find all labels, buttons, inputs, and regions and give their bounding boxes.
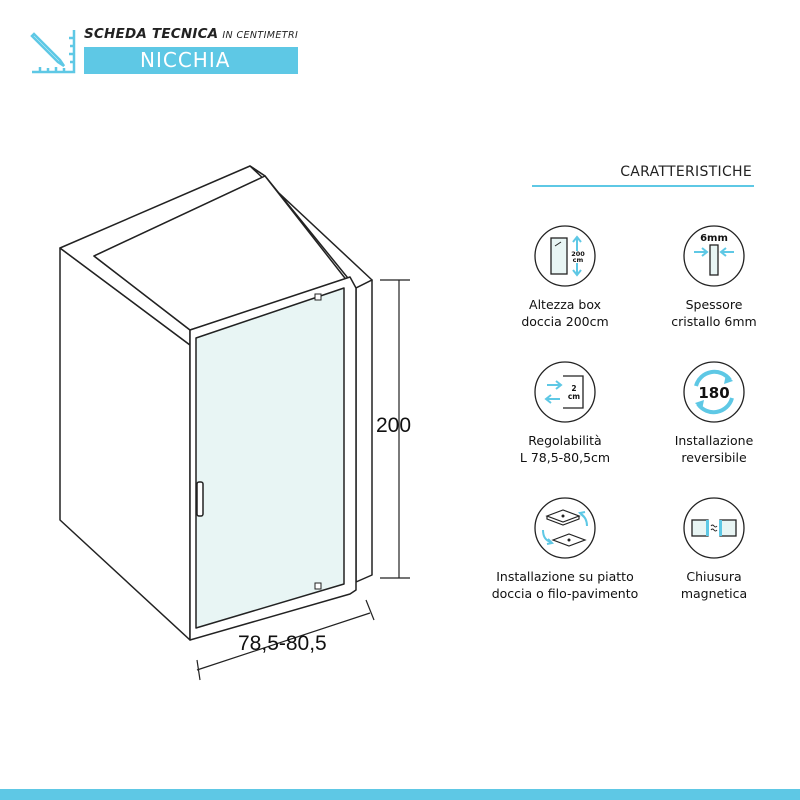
header-band-label: NICCHIA [84,47,298,74]
svg-text:180: 180 [698,384,730,402]
top-hinge [315,294,321,300]
magnetic-closure-icon [682,496,746,560]
svg-text:2: 2 [571,384,577,393]
feature-thickness [629,224,799,330]
tray-or-floor-install-icon [533,496,597,560]
height-dimension-label: 200 [376,414,412,437]
glass-door-panel [196,288,344,628]
feature-thickness-label: Spessore cristallo 6mm [671,297,757,329]
feature-installation-type-label: Installazione su piatto doccia o filo-pavimento [491,569,639,601]
svg-text:cm: cm [567,392,581,401]
bottom-accent-band [0,789,800,800]
feature-adjustability-label: Regolabilità L 78,5-80,5cm [519,433,611,465]
header-subtitle: IN CENTIMETRI [222,30,299,41]
feature-magnetic-closure-label: Chiusura magnetica [680,569,748,601]
svg-text:200: 200 [571,250,585,258]
glass-thickness-6mm-icon [682,224,746,288]
width-dimension-label: 78,5-80,5 [238,632,327,655]
reversible-180-icon [682,360,746,424]
height-200cm-icon [533,224,597,288]
svg-text:6mm: 6mm [700,233,728,244]
feature-height-label: Altezza box doccia 200cm [521,297,609,329]
features-title-rule [532,185,754,187]
door-handle [197,482,203,516]
feature-magnetic-closure [629,496,799,602]
feature-installation-type [480,496,650,602]
feature-reversible [629,360,799,466]
feature-adjustability [480,360,650,466]
adjustable-width-2cm-icon [533,360,597,424]
svg-text:cm: cm [572,256,584,264]
bottom-hinge [315,583,321,589]
right-wall-face [356,280,372,582]
feature-height [480,224,650,330]
header-title: SCHEDA TECNICA IN CENTIMETRI [84,26,299,42]
features-title: CARATTERISTICHE [620,164,752,180]
feature-reversible-label: Installazione reversibile [674,433,754,465]
